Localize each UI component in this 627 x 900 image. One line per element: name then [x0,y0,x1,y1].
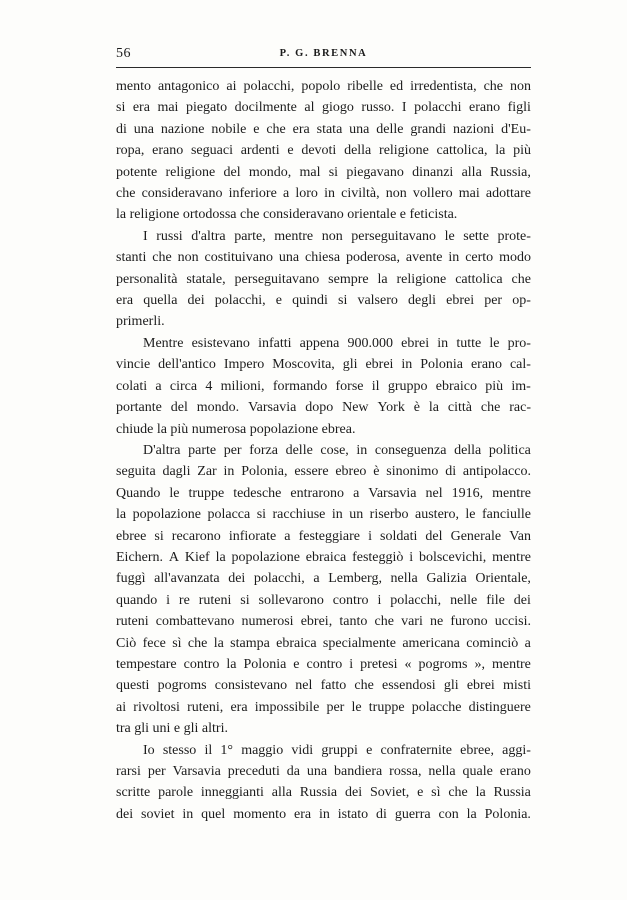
text-line: chiude la più numerosa popolazione ebrea. [116,421,356,437]
paragraph-5 [116,740,531,826]
running-head: P. G. BRENNA [279,48,368,59]
header-rule [116,67,531,68]
text-line: era quella dei polacchi, e quindi si valsero degli ebrei per op- [116,293,531,309]
page-number: 56 [116,46,131,61]
text-line: potente religione del mondo, mal si piegavano dinanzi alla Russia, [116,164,531,180]
paragraph-2 [116,226,531,333]
text-line: di una nazione nobile e che era stata una delle grandi nazioni d'Eu- [116,121,531,137]
paragraph-1 [116,76,531,226]
text-line: Mentre esistevano infatti appena 900.000 ebrei in tutte le pro- [143,335,531,351]
text-line: Eichern. A Kief la popolazione ebraica festeggiò i bolscevichi, mentre [116,549,531,565]
paragraph-4 [116,440,531,740]
page-header [116,46,531,66]
text-line: Io stesso il 1° maggio vidi gruppi e confraternite ebree, aggi- [143,742,531,758]
text-line: scritte parole inneggianti alla Russia dei Soviet, e sì che la Russia [116,785,531,801]
paragraph-3 [116,333,531,440]
text-line: la religione ortodossa che consideravano orientale e feticista. [116,207,458,223]
text-line: si era mai piegato docilmente al giogo russo. I polacchi erano figli [116,100,531,116]
text-line: questi pogroms consistevano nel fatto che essendosi gli ebrei misti [116,678,531,694]
text-line: fuggì all'avanzata dei polacchi, a Lemberg, nella Galizia Orientale, [116,571,531,587]
text-line: portante del mondo. Varsavia dopo New York è la città che rac- [116,400,531,416]
body-text [116,76,531,825]
text-line: dei soviet in quel momento era in istato di guerra con la Polonia. [116,806,531,822]
text-line: ruteni combattevano numerosi ebrei, tanto che vari ne furono uccisi. [116,614,531,630]
text-line: tempestare contro la Polonia e contro i pretesi « pogroms », mentre [116,656,531,672]
text-line: Ciò fece sì che la stampa ebraica specialmente americana cominciò a [116,635,531,651]
text-line: vincie dell'antico Impero Moscovita, gli ebrei in Polonia erano cal- [116,357,531,373]
text-line: personalità statale, perseguitavano sempre la religione cattolica che [116,271,531,287]
text-line: quando i re ruteni si sollevarono contro i polacchi, nelle file dei [116,592,531,608]
text-line: colati a circa 4 milioni, formando forse il gruppo ebraico più im- [116,378,531,394]
text-line: ai rivoltosi ruteni, era impossibile per le truppe polacche distinguere [116,699,531,715]
text-line: ebree si recarono infiorate a festeggiare i soldati del Generale Van [116,528,531,544]
text-line: tra gli uni e gli altri. [116,721,228,737]
text-line: D'altra parte per forza delle cose, in conseguenza della politica [143,442,531,458]
text-line: stanti che non costituivano una chiesa poderosa, avente in certo modo [116,250,531,266]
text-line: I russi d'altra parte, mentre non perseguitavano le sette prote- [143,228,531,244]
text-line: rarsi per Varsavia preceduti da una bandiera rossa, nella quale erano [116,764,531,779]
text-line: ropa, erano seguaci ardenti e devoti della religione cattolica, la più [116,143,531,159]
text-line: che consideravano inferiore a loro in civiltà, non vollero mai adottare [116,186,531,202]
text-line: mento antagonico ai polacchi, popolo ribelle ed irredentista, che non [116,79,531,94]
text-line: seguita dagli Zar in Polonia, essere ebreo è sinonimo di antipolacco. [116,464,531,480]
text-line: la popolazione polacca si racchiuse in un riserbo austero, le fanciulle [116,507,531,523]
text-line: Quando le truppe tedesche entrarono a Varsavia nel 1916, mentre [116,485,531,501]
text-line: primerli. [116,314,165,330]
